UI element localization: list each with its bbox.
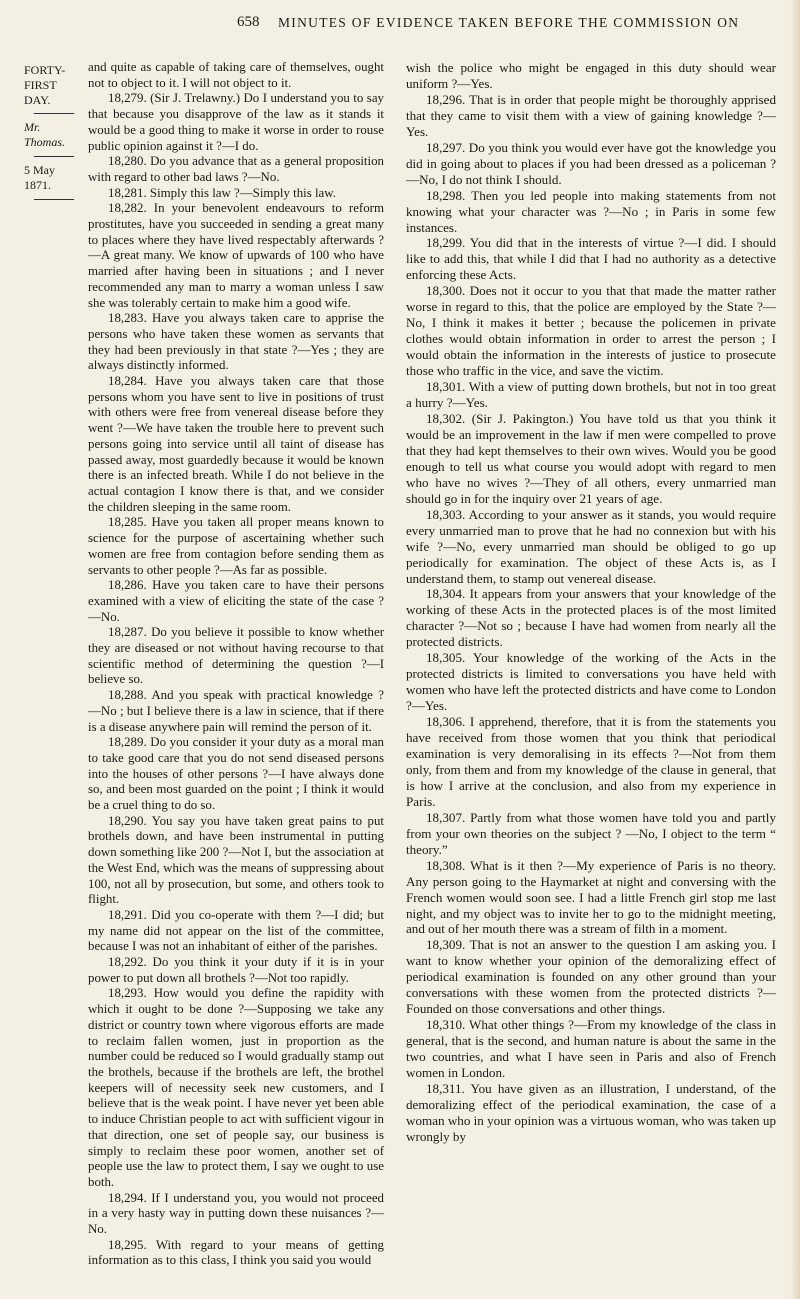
testimony-paragraph: 18,285. Have you taken all proper means known to science for the purpose of ascertaining whether such women are free from contagion before sending them as servants to other people ?—As far as possible. <box>88 515 384 577</box>
margin-rule <box>34 113 74 114</box>
testimony-paragraph: 18,303. According to your answer as it stands, you would require every unmarried man to prove that he had no connexion but with his wife ?—No, every unmarried man should be obliged to go up periodically for examination. The object of these Acts is, as I understand them, to stamp out venereal disease. <box>406 506 776 586</box>
testimony-paragraph: 18,302. (Sir J. Pakington.) You have told us that you think it would be an improvement in the law if men were compelled to prove that they had kept themselves to their own wives. Would you be good enough to tell us what course you would adopt with regard to men who have no wives ?—They of all others, every unmarried man should go in for the inquiry over 21 years of age. <box>406 410 776 506</box>
testimony-paragraph: 18,297. Do you think you would ever have got the knowledge you did in going about to places if you had been dressed as a policeman ?—No, I do not think I should. <box>406 139 776 187</box>
running-title: MINUTES OF EVIDENCE TAKEN BEFORE THE COMMISSION ON <box>278 15 740 30</box>
testimony-paragraph: 18,307. Partly from what those women have told you and partly from your own theories on the subject ? —No, I object to the term “ theory.” <box>406 809 776 857</box>
testimony-paragraph: 18,293. How would you define the rapidity with which it ought to be done ?—Supposing we take any district or country town where vigorous efforts are made to reclaim fallen women, just in proportion as the number could be reduced so I would gradually stamp out the brothels, because if the brothels are left, the brothel keepers will of necessity seek new customers, and I believe that is the weak point. I have never yet been able to induce Christian people to act with sufficient vigour in that direction, one set of people say, our business is simply to reclaim these poor women, another set of people use the law to protect them, I say we ought to use both. <box>88 986 384 1189</box>
testimony-paragraph: 18,289. Do you consider it your duty as a moral man to take good care that you do not send diseased persons into the houses of other persons ?—I have always done so, and been most guarded on the point ; I think it would be a cruel thing to do so. <box>88 735 384 813</box>
left-column <box>88 60 384 1269</box>
testimony-paragraph: 18,280. Do you advance that as a general proposition with regard to other bad laws ?—No. <box>88 154 384 184</box>
testimony-paragraph: 18,290. You say you have taken great pains to put brothels down, and have been instrumental in putting down something like 200 ?—Not I, but the association at the West End, which was the means of suppressing about 100, not all by prosecution, but some, and others took to flight. <box>88 813 384 907</box>
testimony-paragraph: 18,281. Simply this law ?—Simply this law. <box>108 185 336 200</box>
margin-notes <box>24 63 84 206</box>
page-number: 658 <box>237 14 260 30</box>
page-header <box>0 14 800 40</box>
testimony-paragraph: 18,282. In your benevolent endeavours to reform prostitutes, have you succeeded in sending a great many to places where they have lived respectably afterwards ?—A great many. We know of upwards of 100 who have married after having been in situations ; and I never recommended any man to marry a woman unless I saw she was tolerably certain to make him a good wife. <box>88 201 384 310</box>
margin-date: 5 May 1871. <box>24 162 55 192</box>
testimony-paragraph: 18,286. Have you taken care to have their persons examined with a view of eliciting the state of the case ?—No. <box>88 578 384 624</box>
testimony-paragraph: 18,301. With a view of putting down brothels, but not in too great a hurry ?—Yes. <box>406 379 776 411</box>
testimony-paragraph: 18,287. Do you believe it possible to know whether they are diseased or not without having recourse to that scientific method of determining the question ?—I believe so. <box>88 625 384 687</box>
page-edge-shadow <box>790 0 800 1299</box>
testimony-paragraph: 18,288. And you speak with practical knowledge ? —No ; but I believe there is a law in science, that if there is a disease anywhere pain will remind the person of it. <box>88 688 384 734</box>
testimony-paragraph: 18,311. You have given as an illustration, I understand, of the demoralizing effect of the periodical examination, the case of a woman who in your opinion was a virtuous woman, who was taken up wrongly by <box>406 1081 776 1144</box>
testimony-paragraph: 18,292. Do you think it your duty if it is in your power to put down all brothels ?—Not too rapidly. <box>88 955 384 985</box>
testimony-paragraph: 18,294. If I understand you, you would not proceed in a very hasty way in putting down these nuisances ?—No. <box>88 1190 384 1237</box>
testimony-paragraph: 18,291. Did you co-operate with them ?—I did; but my name did not appear on the list of the committee, because I was not an inhabitant of either of the parishes. <box>88 907 384 954</box>
margin-witness: Mr. Thomas. <box>24 120 66 150</box>
right-column <box>406 60 776 1145</box>
testimony-paragraph: 18,279. (Sir J. Trelawny.) Do I understand you to say that because you disapprove of the law as it stands it would be a good thing to make it worse in order to rouse public opinion against it ?—I do. <box>88 91 384 153</box>
testimony-paragraph: 18,284. Have you always taken care that those persons whom you have sent to live in positions of trust with others were free from venereal disease before they went ?—We have taken the trouble here to prevent such persons going into service until all taint of disease has passed away, most guardedly because it would be known there is an infected breath. While I do not believe in the actual contagion I know there is that, and we consider the children sleeping in the same room. <box>88 374 384 514</box>
testimony-paragraph: 18,306. I apprehend, therefore, that it is from the statements you have received from those women that you think that periodical examination is very demoralising in its effects ?—Not from them only, from them and from my knowledge of the clause in general, that is how I arrive at the conclusion, and also from my experience in Paris. <box>406 714 776 809</box>
testimony-paragraph: 18,308. What is it then ?—My experience of Paris is no theory. Any person going to the Haymarket at night and conversing with the French women would soon see. I had a little French girl stop me last night, and my object was to invite her to go to the midnight meeting, and out of her mouth there was a stream of filth in a moment. <box>406 857 776 937</box>
margin-rule <box>34 156 74 157</box>
testimony-paragraph: wish the police who might be engaged in this duty should wear uniform ?—Yes. <box>406 60 776 91</box>
testimony-paragraph: and quite as capable of taking care of themselves, ought not to object to it. I will not object to it. <box>88 60 384 90</box>
testimony-paragraph: 18,298. Then you led people into making statements from not knowing what your character was ?—No ; in Paris in some few instances. <box>406 187 776 235</box>
testimony-paragraph: 18,295. With regard to your means of getting information as to this class, I think you said you would <box>88 1237 384 1268</box>
margin-rule <box>34 199 74 200</box>
testimony-paragraph: 18,309. That is not an answer to the question I am asking you. I want to know whether your opinion of the demoralizing effect of periodical examination is founded on any other ground than your conversations with these women from the protected districts ?—Founded on those conversations and other things. <box>406 937 776 1017</box>
testimony-paragraph: 18,300. Does not it occur to you that that made the matter rather worse in regard to this, that the police are employed by the State ?—No, I think it makes it better ; because the policemen in private clothes would obtain information in order to arrest the person ; I would obtain the information in the interests of justice to prosecute those who traffic in the vice, and save the victim. <box>406 283 776 379</box>
testimony-paragraph: 18,305. Your knowledge of the working of the Acts in the protected districts is limited to conversations you have held with women who have left the protected districts and have come to London ?—Yes. <box>406 650 776 714</box>
testimony-paragraph: 18,296. That is in order that people might be thoroughly apprised that they came to visit them with a view of gaining knowledge ?—Yes. <box>406 91 776 139</box>
testimony-paragraph: 18,304. It appears from your answers that your knowledge of the working of these Acts in the protected places is of the most limited character ?—Not so ; because I have had women from nearly all the protected districts. <box>406 586 776 650</box>
margin-day: FORTY-FIRST DAY. <box>24 63 66 107</box>
testimony-paragraph: 18,310. What other things ?—From my knowledge of the class in general, that is the second, and human nature is about the same in the two countries, and what I have seen in Paris and also of French women in London. <box>406 1017 776 1081</box>
testimony-paragraph: 18,299. You did that in the interests of virtue ?—I did. I should like to add this, that while I did that I had no authority as a detective enforcing these Acts. <box>406 235 776 283</box>
testimony-paragraph: 18,283. Have you always taken care to apprise the persons who have taken these women as servants that they had been previously in that state ?—Yes ; they are always distinctly informed. <box>88 311 384 373</box>
